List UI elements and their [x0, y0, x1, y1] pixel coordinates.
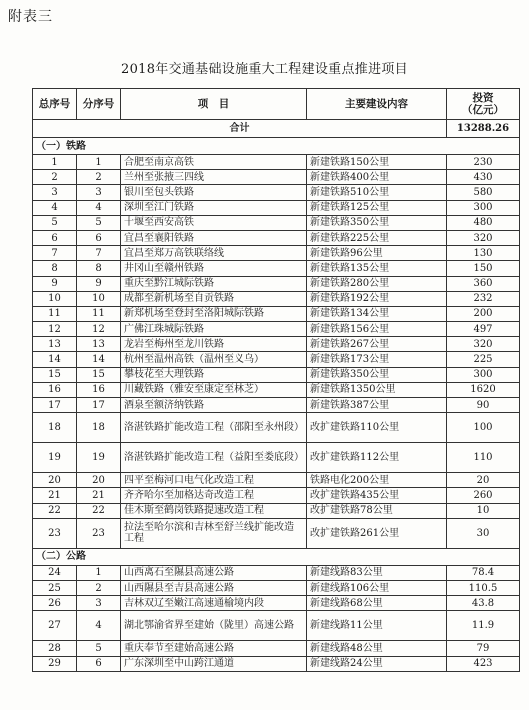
investment-cell: 100 [447, 413, 520, 443]
investment-cell: 480 [447, 215, 520, 230]
table-row [33, 641, 520, 656]
content-cell: 新建线路83公里 [307, 565, 447, 580]
sub-no-cell: 20 [77, 473, 121, 488]
project-name-cell: 四平至梅河口电气化改造工程 [121, 473, 307, 488]
total-no-cell: 18 [33, 413, 77, 443]
investment-cell: 320 [447, 337, 520, 352]
table-row [33, 580, 520, 595]
sub-no-cell: 14 [77, 352, 121, 367]
investment-cell: 30 [447, 518, 520, 548]
section-highway-label: （二）公路 [33, 548, 520, 565]
investment-cell: 423 [447, 656, 520, 671]
table-row [33, 656, 520, 671]
total-no-cell: 9 [33, 276, 77, 291]
investment-cell: 10 [447, 503, 520, 518]
content-cell: 新建线路106公里 [307, 580, 447, 595]
content-cell: 新建铁路125公里 [307, 200, 447, 215]
table-row [33, 291, 520, 306]
project-name-cell: 井冈山至赣州铁路 [121, 261, 307, 276]
investment-cell: 79 [447, 641, 520, 656]
project-name-cell: 银川至包头铁路 [121, 185, 307, 200]
total-no-cell: 8 [33, 261, 77, 276]
total-no-cell: 17 [33, 398, 77, 413]
total-no-cell: 26 [33, 596, 77, 611]
total-no-cell: 24 [33, 565, 77, 580]
table-row [33, 230, 520, 245]
investment-cell: 260 [447, 488, 520, 503]
content-cell: 新建铁路173公里 [307, 352, 447, 367]
content-cell: 新建铁路134公里 [307, 306, 447, 321]
sub-no-cell: 12 [77, 322, 121, 337]
investment-cell: 110 [447, 443, 520, 473]
table-row [33, 276, 520, 291]
total-no-cell: 29 [33, 656, 77, 671]
total-no-cell: 1 [33, 155, 77, 170]
content-cell: 新建铁路387公里 [307, 398, 447, 413]
content-cell: 铁路电化200公里 [307, 473, 447, 488]
investment-cell: 300 [447, 200, 520, 215]
section-row-highway [33, 548, 520, 565]
table-row [33, 503, 520, 518]
sub-no-cell: 18 [77, 413, 121, 443]
sub-no-cell: 17 [77, 398, 121, 413]
table-row [33, 443, 520, 473]
project-name-cell: 齐齐哈尔至加格达奇改造工程 [121, 488, 307, 503]
total-no-cell: 23 [33, 518, 77, 548]
sub-no-cell: 8 [77, 261, 121, 276]
table-row [33, 611, 520, 641]
header-investment-line2: （亿元） [462, 104, 504, 116]
table-row [33, 155, 520, 170]
investment-cell: 360 [447, 276, 520, 291]
header-sub-no: 分序号 [77, 89, 121, 120]
investment-cell: 43.8 [447, 596, 520, 611]
sub-no-cell: 2 [77, 580, 121, 595]
total-no-cell: 28 [33, 641, 77, 656]
content-cell: 改扩建铁路435公里 [307, 488, 447, 503]
sub-no-cell: 22 [77, 503, 121, 518]
investment-cell: 320 [447, 230, 520, 245]
investment-cell: 430 [447, 170, 520, 185]
header-investment-line1: 投资 [472, 92, 494, 104]
table-row [33, 337, 520, 352]
project-name-cell: 湖北鄂渝省界至建始（陇里）高速公路 [121, 611, 307, 641]
header-project: 项 目 [121, 89, 307, 120]
content-cell: 改扩建铁路112公里 [307, 443, 447, 473]
content-cell: 新建铁路280公里 [307, 276, 447, 291]
table-row [33, 398, 520, 413]
table-row [33, 596, 520, 611]
projects-table [32, 88, 520, 672]
investment-cell: 230 [447, 155, 520, 170]
investment-cell: 200 [447, 306, 520, 321]
investment-cell: 110.5 [447, 580, 520, 595]
sub-no-cell: 3 [77, 596, 121, 611]
total-no-cell: 5 [33, 215, 77, 230]
sub-no-cell: 15 [77, 367, 121, 382]
investment-cell: 1620 [447, 382, 520, 397]
project-name-cell: 杭州至温州高铁（温州至义乌） [121, 352, 307, 367]
table-row [33, 382, 520, 397]
total-value: 13288.26 [447, 120, 520, 138]
total-no-cell: 16 [33, 382, 77, 397]
table-row [33, 565, 520, 580]
content-cell: 新建铁路156公里 [307, 322, 447, 337]
table-header-row [33, 89, 520, 120]
content-cell: 改扩建铁路261公里 [307, 518, 447, 548]
investment-cell: 11.9 [447, 611, 520, 641]
investment-cell: 20 [447, 473, 520, 488]
sub-no-cell: 10 [77, 291, 121, 306]
content-cell: 新建线路68公里 [307, 596, 447, 611]
table-row [33, 413, 520, 443]
sub-no-cell: 2 [77, 170, 121, 185]
table-row [33, 322, 520, 337]
project-name-cell: 广佛江珠城际铁路 [121, 322, 307, 337]
project-name-cell: 成都至新机场至自贡铁路 [121, 291, 307, 306]
investment-cell: 232 [447, 291, 520, 306]
total-no-cell: 7 [33, 246, 77, 261]
sub-no-cell: 11 [77, 306, 121, 321]
project-name-cell: 新郑机场至登封至洛阳城际铁路 [121, 306, 307, 321]
header-total-no: 总序号 [33, 89, 77, 120]
project-name-cell: 山西离石至隰县高速公路 [121, 565, 307, 580]
total-row [33, 120, 520, 138]
content-cell: 新建线路48公里 [307, 641, 447, 656]
sub-no-cell: 5 [77, 215, 121, 230]
investment-cell: 78.4 [447, 565, 520, 580]
table-row [33, 367, 520, 382]
total-no-cell: 2 [33, 170, 77, 185]
content-cell: 新建铁路267公里 [307, 337, 447, 352]
project-name-cell: 川藏铁路（雅安至康定至林芝） [121, 382, 307, 397]
project-name-cell: 深圳至江门铁路 [121, 200, 307, 215]
total-no-cell: 19 [33, 443, 77, 473]
sub-no-cell: 4 [77, 200, 121, 215]
content-cell: 新建线路24公里 [307, 656, 447, 671]
total-no-cell: 21 [33, 488, 77, 503]
table-row [33, 200, 520, 215]
investment-cell: 90 [447, 398, 520, 413]
project-name-cell: 宜昌至襄阳铁路 [121, 230, 307, 245]
total-no-cell: 20 [33, 473, 77, 488]
total-no-cell: 25 [33, 580, 77, 595]
sub-no-cell: 4 [77, 611, 121, 641]
total-no-cell: 14 [33, 352, 77, 367]
sub-no-cell: 3 [77, 185, 121, 200]
content-cell: 改扩建铁路110公里 [307, 413, 447, 443]
document-title: 2018年交通基础设施重大工程建设重点推进项目 [121, 62, 408, 77]
header-content: 主要建设内容 [307, 89, 447, 120]
sub-no-cell: 6 [77, 656, 121, 671]
total-no-cell: 15 [33, 367, 77, 382]
content-cell: 新建铁路350公里 [307, 367, 447, 382]
header-investment [447, 89, 520, 120]
project-name-cell: 佳木斯至鹤岗铁路提速改造工程 [121, 503, 307, 518]
table-row [33, 488, 520, 503]
sub-no-cell: 13 [77, 337, 121, 352]
section-row-railway [33, 138, 520, 155]
investment-cell: 150 [447, 261, 520, 276]
sub-no-cell: 1 [77, 155, 121, 170]
total-no-cell: 6 [33, 230, 77, 245]
project-name-cell: 十堰至西安高铁 [121, 215, 307, 230]
project-name-cell: 酒泉至额济纳铁路 [121, 398, 307, 413]
table-row [33, 306, 520, 321]
project-name-cell: 重庆奉节至建始高速公路 [121, 641, 307, 656]
sub-no-cell: 6 [77, 230, 121, 245]
table-row [33, 261, 520, 276]
investment-cell: 300 [447, 367, 520, 382]
total-no-cell: 13 [33, 337, 77, 352]
sub-no-cell: 7 [77, 246, 121, 261]
project-name-cell: 广东深圳至中山跨江通道 [121, 656, 307, 671]
project-name-cell: 吉林双辽至嫩江高速通榆境内段 [121, 596, 307, 611]
table-row [33, 215, 520, 230]
project-name-cell: 兰州至张掖三四线 [121, 170, 307, 185]
section-railway-label: （一）铁路 [33, 138, 520, 155]
project-name-cell: 龙岩至梅州至龙川铁路 [121, 337, 307, 352]
sub-no-cell: 1 [77, 565, 121, 580]
project-name-cell: 洛湛铁路扩能改造工程（邵阳至永州段） [121, 413, 307, 443]
total-no-cell: 12 [33, 322, 77, 337]
content-cell: 新建铁路510公里 [307, 185, 447, 200]
project-name-cell: 拉法至哈尔滨和吉林至舒兰线扩能改造工程 [121, 518, 307, 548]
sub-no-cell: 5 [77, 641, 121, 656]
content-cell: 新建铁路350公里 [307, 215, 447, 230]
content-cell: 新建铁路96公里 [307, 246, 447, 261]
table-row [33, 170, 520, 185]
content-cell: 新建铁路135公里 [307, 261, 447, 276]
content-cell: 新建铁路225公里 [307, 230, 447, 245]
table-row [33, 473, 520, 488]
total-label: 合计 [33, 120, 447, 138]
content-cell: 新建铁路150公里 [307, 155, 447, 170]
content-cell: 新建铁路400公里 [307, 170, 447, 185]
content-cell: 新建铁路192公里 [307, 291, 447, 306]
appendix-label: 附表三 [8, 9, 53, 25]
project-name-cell: 重庆至黔江城际铁路 [121, 276, 307, 291]
total-no-cell: 11 [33, 306, 77, 321]
total-no-cell: 10 [33, 291, 77, 306]
investment-cell: 225 [447, 352, 520, 367]
sub-no-cell: 16 [77, 382, 121, 397]
investment-cell: 130 [447, 246, 520, 261]
total-no-cell: 27 [33, 611, 77, 641]
table-row [33, 185, 520, 200]
investment-cell: 497 [447, 322, 520, 337]
sub-no-cell: 23 [77, 518, 121, 548]
project-name-cell: 宜昌至郑万高铁联络线 [121, 246, 307, 261]
sub-no-cell: 9 [77, 276, 121, 291]
project-name-cell: 山西隰县至吉县高速公路 [121, 580, 307, 595]
total-no-cell: 4 [33, 200, 77, 215]
project-name-cell: 合肥至南京高铁 [121, 155, 307, 170]
content-cell: 新建线路11公里 [307, 611, 447, 641]
project-name-cell: 攀枝花至大理铁路 [121, 367, 307, 382]
table-row [33, 352, 520, 367]
sub-no-cell: 19 [77, 443, 121, 473]
content-cell: 新建铁路1350公里 [307, 382, 447, 397]
content-cell: 改扩建铁路78公里 [307, 503, 447, 518]
table-row [33, 246, 520, 261]
sub-no-cell: 21 [77, 488, 121, 503]
investment-cell: 580 [447, 185, 520, 200]
total-no-cell: 3 [33, 185, 77, 200]
table-row [33, 518, 520, 548]
project-name-cell: 洛湛铁路扩能改造工程（益阳至娄底段） [121, 443, 307, 473]
total-no-cell: 22 [33, 503, 77, 518]
